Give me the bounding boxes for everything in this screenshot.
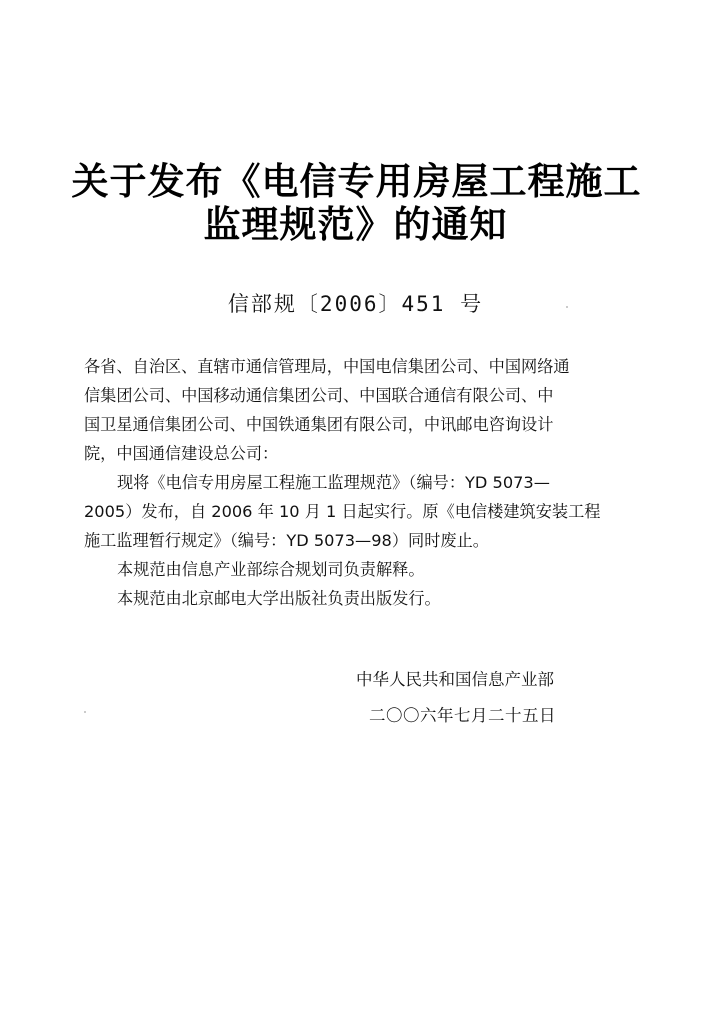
signature-date: 二〇〇六年七月二十五日 <box>369 706 556 725</box>
addressee-line: 国卫星通信集团公司、中国铁通集团有限公司，中讯邮电咨询设计 <box>84 415 554 434</box>
paragraph-line: 现将《电信专用房屋工程施工监理规范》（编号：YD 5073— <box>117 473 550 492</box>
paragraph-announcement <box>84 468 644 555</box>
document-number: 信部规〔2006〕451 号 <box>227 292 484 316</box>
addressee-block <box>84 352 644 468</box>
paragraph-publication <box>84 584 644 613</box>
addressee-line: 各省、自治区、直辖市通信管理局，中国电信集团公司、中国网络通 <box>84 357 570 376</box>
addressee-line: 院，中国通信建设总公司： <box>84 444 279 463</box>
paragraph-line: 2005）发布，自 2006 年 10 月 1 日起实行。原《电信楼建筑安装工程 <box>84 502 601 521</box>
document-title-line-2: 监理规范》的通知 <box>203 203 508 246</box>
paragraph-interpretation <box>84 555 644 584</box>
paragraph-line: 本规范由信息产业部综合规划司负责解释。 <box>117 560 425 579</box>
paragraph-line: 施工监理暂行规定》（编号：YD 5073—98）同时废止。 <box>84 531 489 550</box>
scan-speck <box>84 711 86 713</box>
paragraph-line: 本规范由北京邮电大学出版社负责出版发行。 <box>117 589 441 608</box>
addressee-line: 信集团公司、中国移动通信集团公司、中国联合通信有限公司、中 <box>84 386 554 405</box>
scan-speck <box>566 306 568 308</box>
signature-organization: 中华人民共和国信息产业部 <box>356 670 554 689</box>
document-title-line-1: 关于发布《电信专用房屋工程施工 <box>71 160 642 203</box>
